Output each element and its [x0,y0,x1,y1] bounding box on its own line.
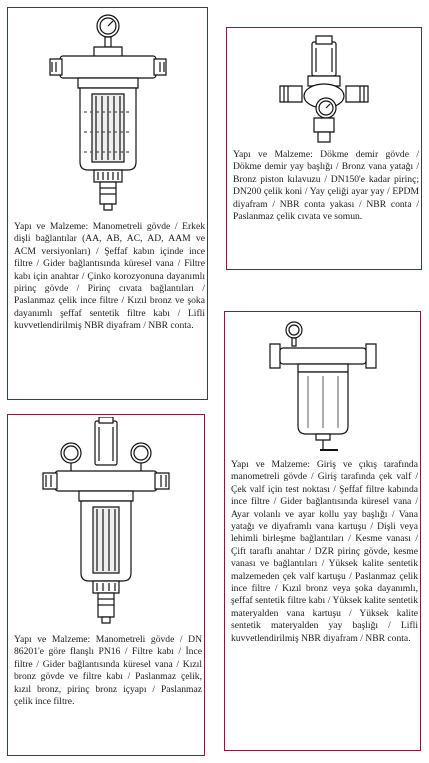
product-card-4 [7,414,205,756]
product-description-4: Yapı ve Malzeme: Manometreli gövde / DN 86201'e göre flanşlı PN16 / Filtre kabı / İnce filtre / Gider bağlantısında küresel vana / Kızıl bronz gövde ve filtre kabı / Paslanmaz çelik, kızıl bronz, pirinç bronz içyapı / Paslanmaz çelik ince filtre. [14,634,202,708]
product-illustration-2 [227,34,421,146]
product-card-1 [7,7,208,400]
product-illustration-4 [8,417,204,627]
product-description-2: Yapı ve Malzeme: Dökme demir gövde / Dökme demir yay başlığı / Bronz vana yatağı / Bronz piston kılavuzu / DN150'e kadar pirinç; DN200 çelik koni / Yay çeliği ayar yay / EPDM diyafram / NBR conta yakası / NBR conta / Paslanmaz çelik cıvata ve somun. [233,149,419,223]
product-description-3: Yapı ve Malzeme: Giriş ve çıkış tarafında manometreli gövde / Giriş tarafında çek valf / Çek valf için test noktası / Şeffaf filtre kabında ince filtre / Gider bağlantısında küresel vana / Ayar volanlı ve ayar kollu yay başlığı / Vana yatağı ve diyaframlı vana kartuşu / Dişli veya lehimli birleşme bağlantıları / Kesme vanası / Çift taraflı anahtar / DZR pirinç gövde, kesme vanası ve bağlantıları / Yüksek kalite sentetik malzemeden çek valf kartuşu / Paslanmaz çelik ince filtre / Kızıl bronz veya şoka dayanımlı, şeffaf sentetik filtre kabı / Yüksek kalite sentetik materyalden vana kartuşu / Yüksek kalite sentetik materyalden yay başlığı / Lifli kuvvetlendirilmiş NBR diyafram / NBR conta. [231,459,418,644]
product-illustration-1 [8,12,207,212]
product-card-3 [224,311,421,751]
product-description-1: Yapı ve Malzeme: Manometreli gövde / Erkek dişli bağlantılar (AA, AB, AC, AD, AAM ve ACM versiyonları) / Şeffaf kabın içinde ince filtre / Gider bağlantısında küresel vana / Filtre kabı için anahtar / Çinko korozyonuna dayanımlı pirinç gövde / Pirinç cıvata bağlantıları / Paslanmaz çelik ince filtre / Kızıl bronz ve şoka dayanımlı şeffaf sentetik filtre kabı / Lifli kuvvetlendirilmiş NBR diyafram / NBR conta. [14,221,205,332]
product-card-2 [226,27,422,270]
product-illustration-3 [225,316,420,456]
